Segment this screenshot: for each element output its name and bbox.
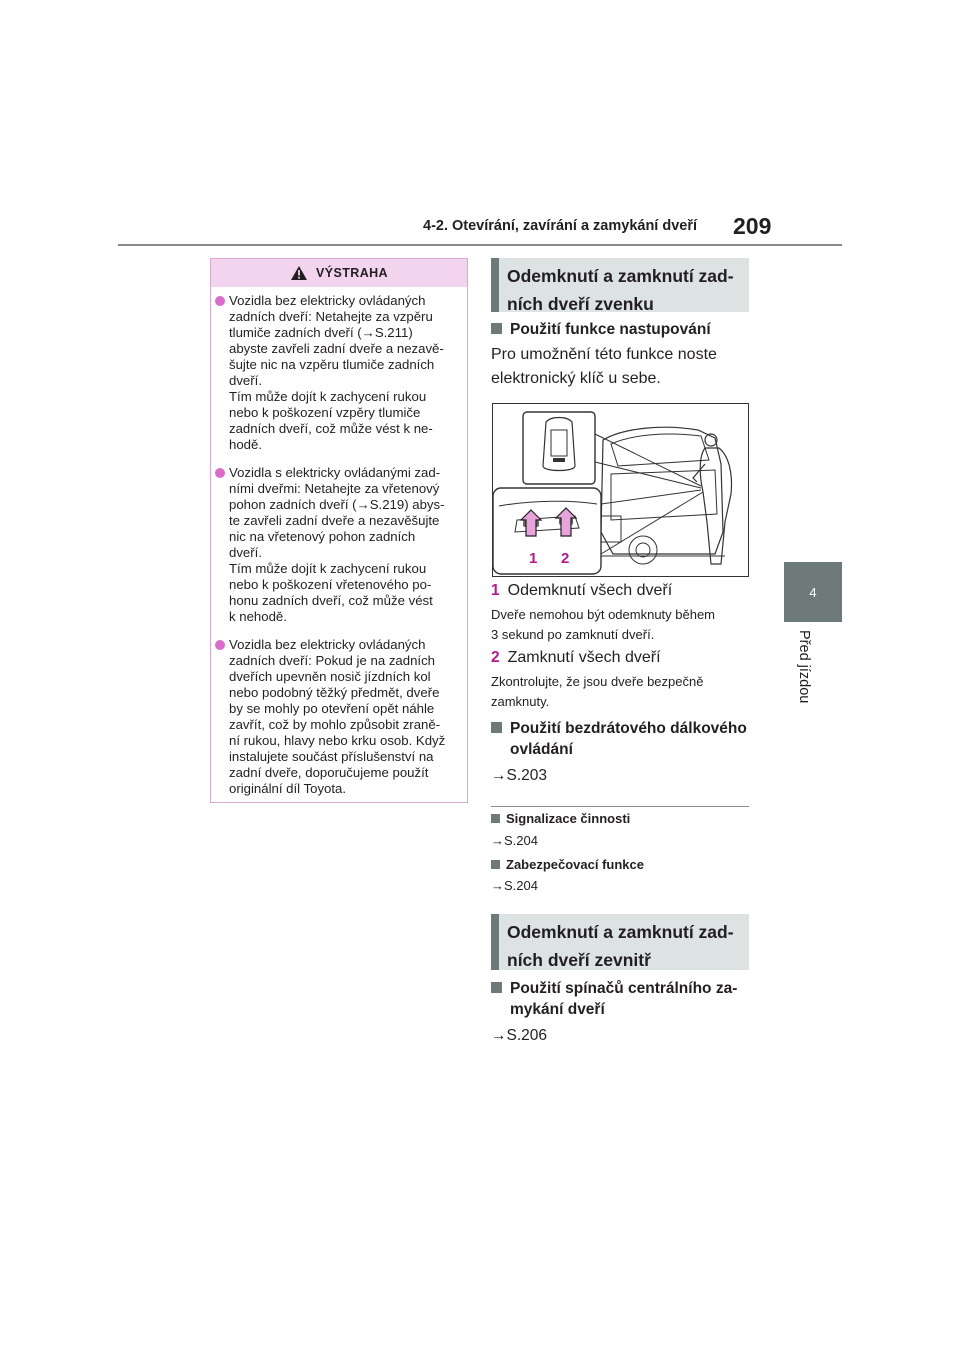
chapter-title-text: Před jízdou: [796, 630, 812, 704]
warning-box: [210, 258, 468, 803]
body-text: elektronický klíč u sebe.: [491, 370, 661, 387]
warning-item: [215, 293, 465, 453]
callout-1: 1: [529, 550, 538, 567]
warning-item: [215, 465, 465, 625]
subheading-central-lock: [491, 980, 737, 998]
subheading-text: Použití spínačů centrálního za-: [510, 980, 738, 997]
subheading-text: Signalizace činnosti: [506, 811, 631, 826]
subheading-text: Zabezpečovací funkce: [506, 857, 644, 872]
step-number: 1: [491, 582, 500, 599]
bullet-icon: [215, 640, 225, 650]
bullet-icon: [215, 468, 225, 478]
step-note: zamknuty.: [491, 694, 550, 709]
square-bullet-icon: [491, 814, 500, 823]
square-bullet-icon: [491, 323, 502, 334]
step-label: Zamknutí všech dveří: [507, 649, 661, 666]
warning-title: VÝSTRAHA: [316, 266, 388, 280]
section-heading-inside: Odemknutí a zamknutí zad- ních dveří zevnitř: [491, 914, 749, 970]
subheading-signalization: [491, 811, 630, 826]
chapter-number: 4: [809, 584, 817, 600]
step-note: Zkontrolujte, že jsou dveře bezpečně: [491, 674, 704, 689]
page-reference-link[interactable]: →S.203: [491, 767, 548, 784]
subheading-remote-control: [491, 720, 747, 738]
square-bullet-icon: [491, 722, 502, 733]
page-number: 209: [733, 213, 772, 239]
running-header: 4-2. Otevírání, zavírání a zamykání dveří: [423, 218, 698, 234]
callout-2: 2: [561, 550, 570, 567]
warning-header: [211, 259, 467, 287]
header-divider: [118, 244, 842, 246]
subheading-text-cont: mykání dveří: [510, 1001, 605, 1018]
chapter-tab: [784, 562, 842, 622]
body-text: Pro umožnění této funkce noste: [491, 346, 717, 363]
warning-item-text: Vozidla s elektricky ovládanými zad- ními dveřmi: Netahejte za vřetenový pohon zadních dveří (→S.219) abys- te zavřeli zadní dveře a nezavěšujte nic na vřetenový pohon zadních dveří. Tím může dojít k zachycení rukou nebo k poškození vřetenového po- honu zadních dveří, což může vést k nehodě.: [229, 465, 445, 624]
step-label: Odemknutí všech dveří: [507, 582, 673, 599]
page-reference-link[interactable]: →S.204: [491, 833, 538, 848]
page-reference-link[interactable]: →S.206: [491, 1027, 548, 1044]
chapter-title: [796, 630, 826, 720]
subheading-text: Použití funkce nastupování: [510, 321, 711, 338]
step-note: Dveře nemohou být odemknuty během: [491, 607, 716, 622]
step-note: 3 sekund po zamknutí dveří.: [491, 627, 655, 642]
car-rear-illustration-icon: [493, 404, 748, 576]
page-reference-link[interactable]: →S.204: [491, 878, 538, 893]
warning-item: [215, 637, 465, 797]
warning-item-text: Vozidla bez elektricky ovládaných zadních dveří: Pokud je na zadních dveřích upevněn nosič jízdních kol nebo podobný těžký předmět, dveře by se mohly po otevření opět náhle zavřít, což by mohlo způsobit zraně- ní rukou, hlavy nebo krku osob. Když instalujete součást příslušenství na zadní dveře, doporučujeme použít originální díl Toyota.: [229, 637, 446, 796]
square-bullet-icon: [491, 860, 500, 869]
subheading-text: Použití bezdrátového dálkového: [510, 720, 747, 737]
section-heading-outside: Odemknutí a zamknutí zad- ních dveří zvenku: [491, 258, 749, 312]
subheading-entry-function: [491, 321, 711, 339]
warning-triangle-icon: [290, 265, 308, 281]
step-1: [491, 582, 672, 600]
warning-item-text: Vozidla bez elektricky ovládaných zadních dveří: Netahejte za vzpěru tlumiče zadních dveří (→S.211) abyste zavřeli zadní dveře a nezavě- šujte nic na vzpěru tlumiče zadních dveří. Tím může dojít k zachycení rukou nebo k poškození vzpěry tlumiče zadních dveří, což může vést k ne- hodě.: [229, 293, 444, 452]
step-2: [491, 649, 661, 667]
subheading-security: [491, 857, 644, 872]
subheading-text-cont: ovládání: [510, 741, 573, 758]
step-number: 2: [491, 649, 500, 666]
square-bullet-icon: [491, 982, 502, 993]
bullet-icon: [215, 296, 225, 306]
tailgate-illustration: [492, 403, 749, 577]
divider: [491, 806, 749, 807]
